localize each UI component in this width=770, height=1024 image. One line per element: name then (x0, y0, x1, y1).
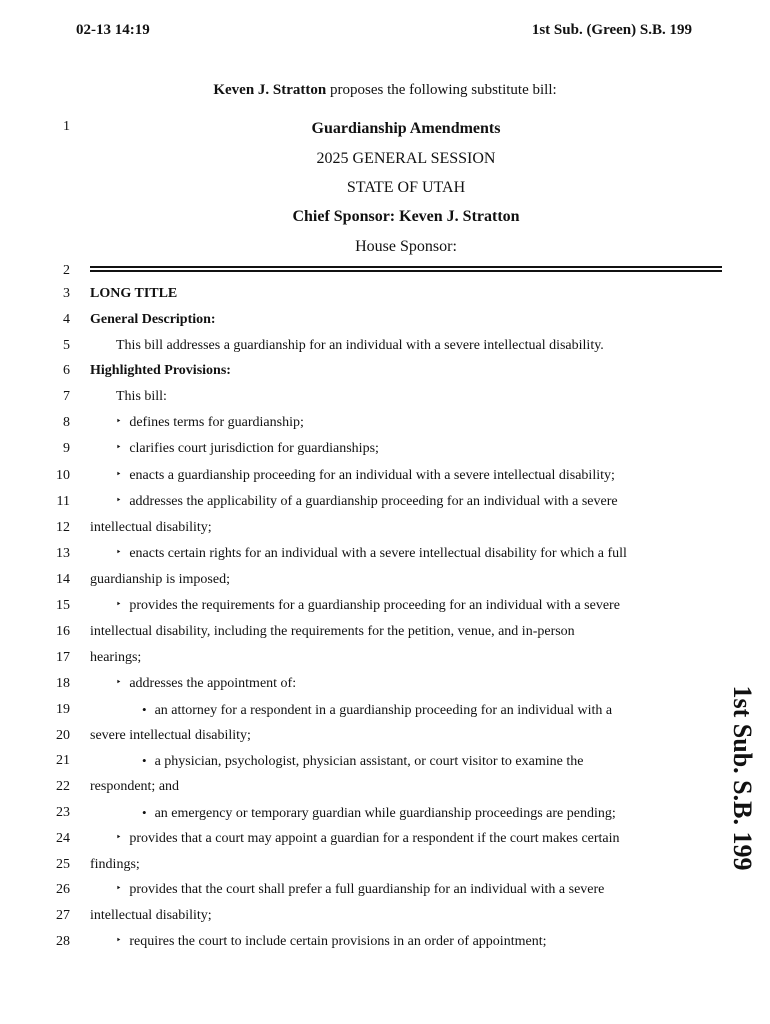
bill-identifier: 1st Sub. (Green) S.B. 199 (531, 22, 692, 38)
provision-text: provides the requirements for a guardianship proceeding for an individual with a severe (129, 598, 620, 613)
line-number: 17 (56, 650, 70, 665)
line-number: 25 (56, 857, 70, 872)
provision-text: enacts certain rights for an individual with a severe intellectual disability for which a full (129, 546, 627, 561)
provision-text: requires the court to include certain provisions in an order of appointment; (129, 934, 547, 949)
line-number: 22 (56, 779, 70, 794)
title-divider-bottom (90, 270, 722, 272)
provision-item (116, 546, 627, 562)
provision-continuation: respondent; and (90, 779, 180, 794)
line-number: 15 (56, 598, 70, 613)
triangle-bullet-icon: ‣ (116, 599, 122, 609)
line-number: 16 (56, 624, 70, 639)
provision-continuation: guardianship is imposed; (90, 572, 230, 587)
provision-item (116, 441, 379, 457)
provision-item (116, 468, 615, 484)
provision-continuation: intellectual disability; (90, 520, 212, 535)
round-bullet-icon: • (142, 702, 147, 717)
house-sponsor: House Sponsor: (355, 238, 457, 255)
line-number: 18 (56, 676, 70, 691)
provision-continuation: intellectual disability, including the requirements for the petition, venue, and in-person (90, 624, 575, 639)
provision-text: defines terms for guardianship; (129, 415, 304, 430)
provision-item (116, 882, 604, 898)
general-description-heading: General Description: (90, 312, 216, 327)
provision-text: provides that the court shall prefer a full guardianship for an individual with a severe (129, 882, 605, 897)
provisions-intro: This bill: (116, 389, 167, 404)
line-number: 5 (63, 338, 70, 353)
line-number: 4 (63, 312, 70, 327)
proposal-line (0, 82, 770, 99)
provision-text: provides that a court may appoint a guardian for a respondent if the court makes certain (129, 831, 620, 846)
provision-continuation: findings; (90, 857, 140, 872)
long-title-heading: LONG TITLE (90, 286, 178, 301)
line-number: 9 (63, 441, 70, 456)
line-number: 19 (56, 702, 70, 717)
line-number: 13 (56, 546, 70, 561)
line-number: 7 (63, 389, 70, 404)
provision-text: clarifies court jurisdiction for guardianships; (129, 441, 379, 456)
line-number: 10 (56, 468, 70, 483)
title-divider-top (90, 266, 722, 268)
line-number: 11 (56, 494, 70, 509)
provision-continuation: severe intellectual disability; (90, 728, 251, 743)
triangle-bullet-icon: ‣ (116, 495, 122, 505)
line-number: 14 (56, 572, 70, 587)
sub-provision-item (142, 805, 616, 822)
triangle-bullet-icon: ‣ (116, 935, 122, 945)
proposal-sponsor: Keven J. Stratton (213, 82, 327, 98)
line-number: 27 (56, 908, 70, 923)
provision-item (116, 598, 620, 614)
triangle-bullet-icon: ‣ (116, 442, 122, 452)
line-number: 1 (63, 119, 70, 134)
line-number: 6 (63, 363, 70, 378)
provision-text: addresses the appointment of: (129, 676, 297, 691)
triangle-bullet-icon: ‣ (116, 832, 122, 842)
triangle-bullet-icon: ‣ (116, 677, 122, 687)
line-number: 23 (56, 805, 70, 820)
side-bill-label: 1st Sub. S.B. 199 (728, 685, 757, 871)
provision-text: addresses the applicability of a guardianship proceeding for an individual with a severe (129, 494, 618, 509)
triangle-bullet-icon: ‣ (116, 416, 122, 426)
provision-item (116, 494, 618, 510)
sub-provision-item (142, 702, 612, 719)
triangle-bullet-icon: ‣ (116, 547, 122, 557)
provision-text: enacts a guardianship proceeding for an individual with a severe intellectual disability; (129, 468, 615, 483)
provision-continuation: hearings; (90, 650, 142, 665)
line-number: 28 (56, 934, 70, 949)
line-number: 20 (56, 728, 70, 743)
proposal-text: proposes the following substitute bill: (326, 82, 557, 98)
sub-provision-text: a physician, psychologist, physician assistant, or court visitor to examine the (154, 754, 584, 769)
sub-provision-text: an attorney for a respondent in a guardianship proceeding for an individual with a (154, 703, 613, 718)
line-number: 24 (56, 831, 70, 846)
provision-item (116, 934, 546, 950)
chief-sponsor: Chief Sponsor: Keven J. Stratton (292, 208, 520, 225)
triangle-bullet-icon: ‣ (116, 883, 122, 893)
provision-continuation: intellectual disability; (90, 908, 212, 923)
line-number: 26 (56, 882, 70, 897)
round-bullet-icon: • (142, 805, 147, 820)
line-number: 3 (63, 286, 70, 301)
provision-item (116, 831, 620, 847)
bill-title: Guardianship Amendments (311, 120, 501, 137)
line-number: 8 (63, 415, 70, 430)
line-number: 2 (63, 263, 70, 278)
sub-provision-text: an emergency or temporary guardian while guardianship proceedings are pending; (154, 806, 616, 821)
line-number: 12 (56, 520, 70, 535)
triangle-bullet-icon: ‣ (116, 469, 122, 479)
sub-provision-item (142, 753, 583, 770)
highlighted-provisions-heading: Highlighted Provisions: (90, 363, 231, 378)
provision-item (116, 676, 296, 692)
state-label: STATE OF UTAH (346, 179, 466, 196)
session-label: 2025 GENERAL SESSION (316, 150, 496, 167)
line-number: 21 (56, 753, 70, 768)
round-bullet-icon: • (142, 753, 147, 768)
provision-item (116, 415, 304, 431)
general-description-text: This bill addresses a guardianship for an individual with a severe intellectual disability. (116, 338, 604, 353)
page-timestamp: 02-13 14:19 (76, 22, 150, 38)
